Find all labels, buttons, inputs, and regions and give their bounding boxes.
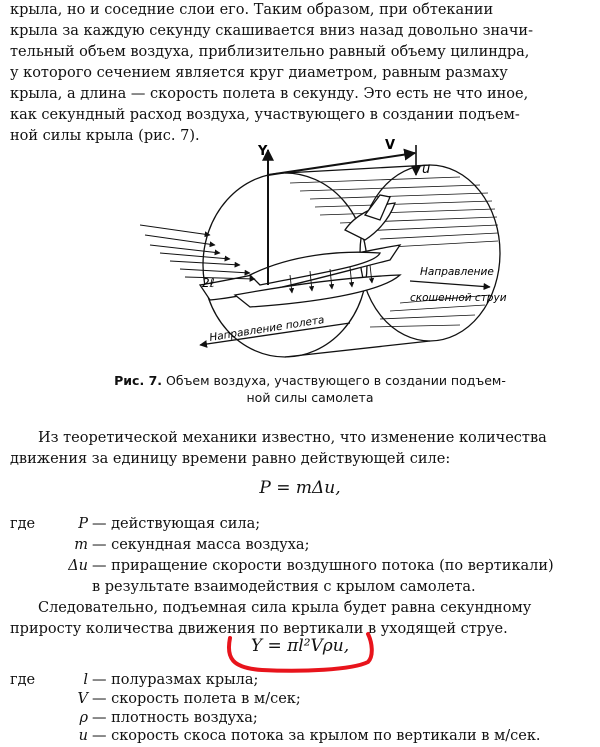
definition-text: — полуразмах крыла; [92, 672, 259, 688]
text-line: приросту количества движения по вертикали в уходящей струе. [10, 621, 508, 637]
span-label: 2ℓ [202, 276, 215, 290]
definition-row [10, 535, 595, 556]
formula-momentum: P = mΔu, [259, 478, 341, 498]
definition-text: — приращение скорости воздушного потока (по вертикали) [92, 558, 554, 574]
definition-row [10, 689, 595, 710]
text-line: крыла, а длина — скорость полета в секунду. Это есть не что иное, [10, 86, 529, 102]
text-line: как секундный расход воздуха, участвующего в создании подъем- [10, 107, 520, 123]
incoming-airflow-arrows [140, 225, 255, 279]
text-line: Следовательно, подъемная сила крыла будет равна секундному [38, 600, 532, 616]
text-line: у которого сечением является круг диаметром, равным размаху [10, 65, 508, 81]
definition-text: — секундная масса воздуха; [92, 537, 310, 553]
definition-symbol: m [74, 537, 88, 553]
definition-continuation: в результате взаимодействия с крылом самолета. [92, 579, 476, 595]
velocity-vector [268, 153, 415, 175]
definition-row [10, 556, 595, 577]
definition-row [10, 726, 595, 747]
definition-symbol: l [83, 672, 88, 688]
definition-row [10, 670, 595, 691]
figure-airflow-diagram [140, 135, 520, 360]
caption-line-2: ной силы самолета [246, 390, 374, 405]
downwash-direction-label-1: Направление [420, 266, 494, 278]
where-word: где [10, 672, 36, 688]
middle-paragraph [10, 428, 590, 470]
caption-line-1: Объем воздуха, участвующего в создании подъем- [166, 373, 506, 388]
definition-text: — скорость полета в м/сек; [92, 691, 301, 707]
u-vector-label: u [422, 162, 431, 177]
where-word: где [10, 516, 36, 532]
v-vector-label: V [385, 138, 396, 153]
airplane-silhouette [200, 195, 400, 307]
text-line: ной силы крыла (рис. 7). [10, 128, 200, 144]
figure-caption [30, 372, 590, 406]
flight-direction-label: Направление полета [208, 313, 326, 344]
caption-prefix: Рис. 7. [114, 373, 163, 388]
top-paragraph [10, 0, 590, 147]
downwash-direction-label-2: скошенной струи [410, 292, 507, 304]
definition-symbol: u [78, 728, 88, 744]
y-axis-label: Y [258, 144, 268, 159]
definition-symbol: P [78, 516, 88, 532]
formula-lift: Y = πl²Vρu, [250, 636, 350, 656]
text-line: тельный объем воздуха, приблизительно равный объему цилиндра, [10, 44, 530, 60]
definition-symbol: V [77, 691, 88, 707]
text-line: крыла за каждую секунду скашивается вниз назад довольно значи- [10, 23, 533, 39]
text-line: движения за единицу времени равно действующей силе: [10, 451, 451, 467]
definition-text: — действующая сила; [92, 516, 261, 532]
definition-row [10, 514, 595, 535]
text-line: крыла, но и соседние слои его. Таким образом, при обтекании [10, 2, 494, 18]
definition-text: — скорость скоса потока за крылом по вертикали в м/сек. [92, 728, 541, 744]
definition-text: — плотность воздуха; [92, 710, 258, 726]
definition-symbol: Δu [68, 558, 88, 574]
definition-symbol: ρ [79, 710, 88, 726]
text-line: Из теоретической механики известно, что изменение количества [38, 430, 547, 446]
downwash-direction-arrow [410, 281, 490, 287]
formula-highlight-circle [222, 628, 378, 674]
